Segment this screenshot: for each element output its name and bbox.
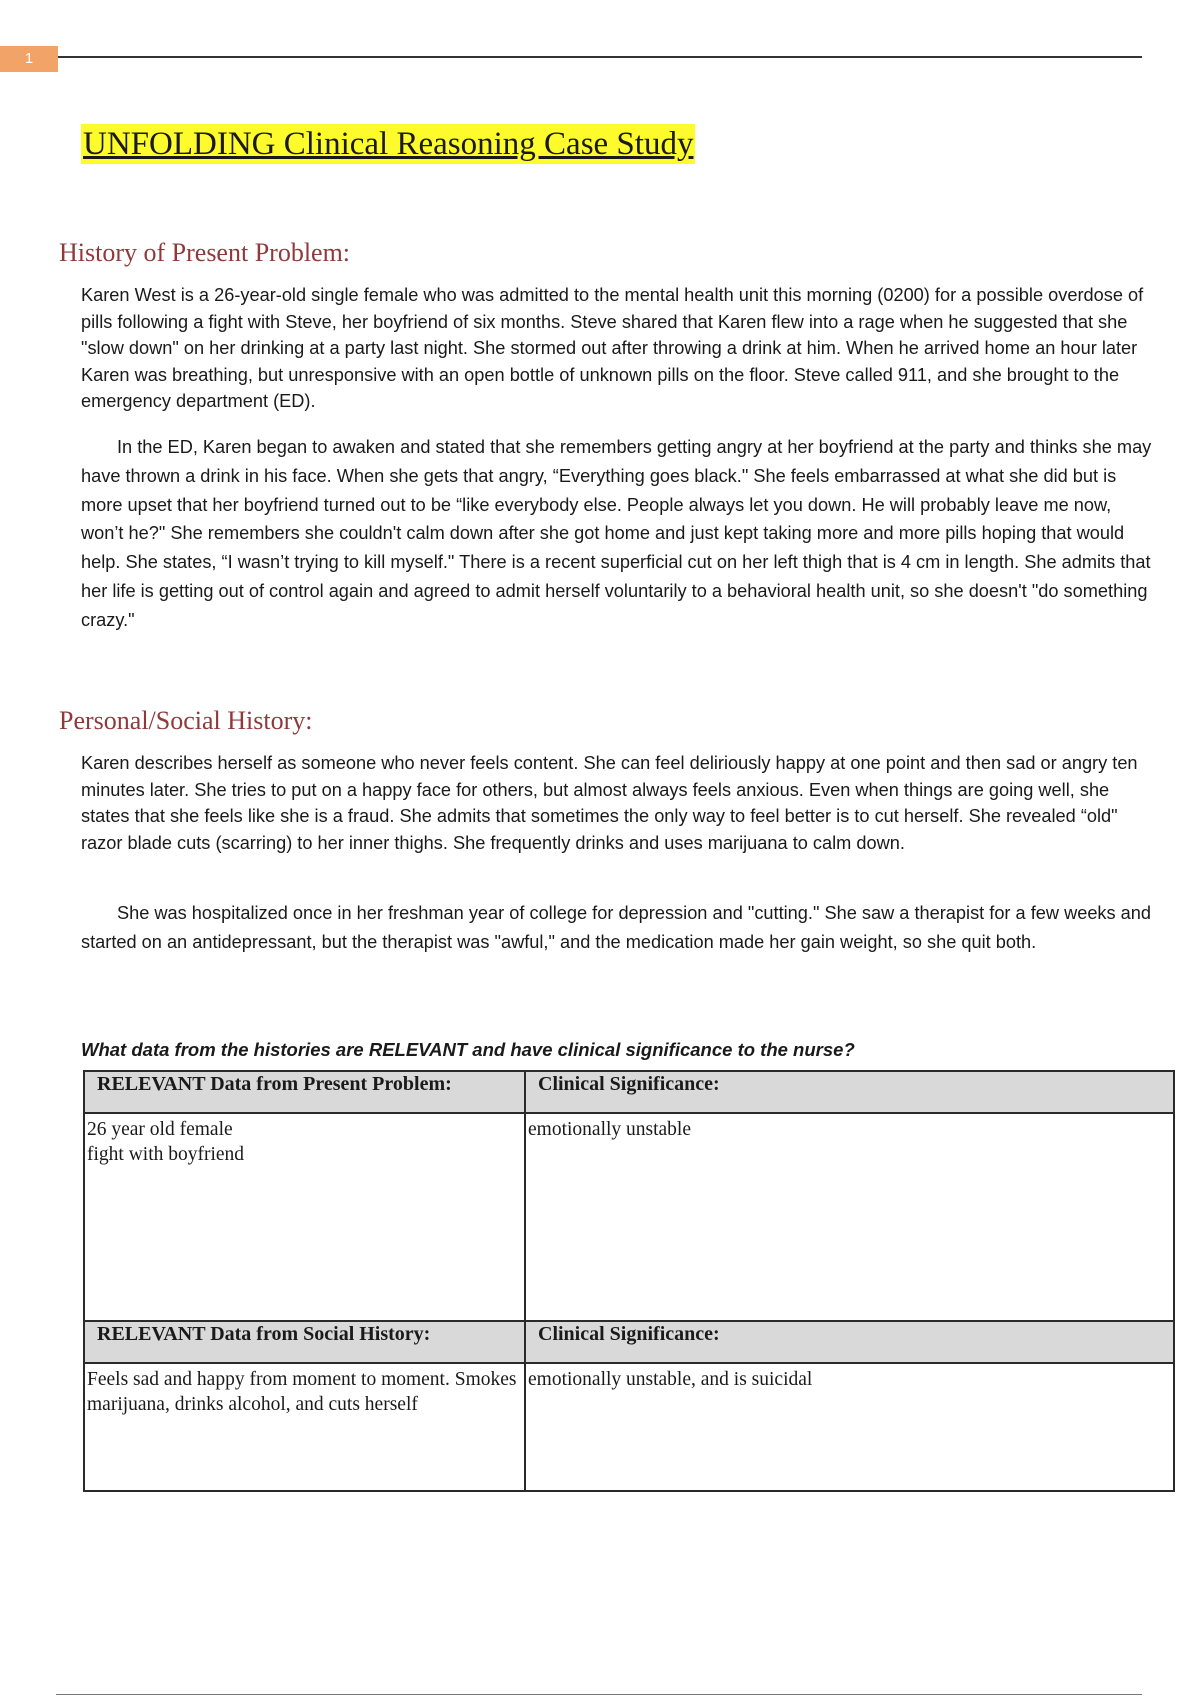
- social-history-significance-header: Clinical Significance:: [525, 1321, 1174, 1363]
- relevance-question: What data from the histories are RELEVANT and have clinical significance to the nurse?: [81, 1039, 855, 1060]
- present-problem-data-line-2: fight with boyfriend: [87, 1144, 245, 1165]
- present-problem-significance-header: Clinical Significance:: [525, 1071, 1174, 1113]
- present-problem-data-header: RELEVANT Data from Present Problem:: [84, 1071, 525, 1113]
- footer-rule: [56, 1694, 1142, 1695]
- social-paragraph-1: Karen describes herself as someone who never feels content. She can feel deliriously happy at one point and then sad or angry ten minutes later. She tries to put on a happy face for others, but almost always feels anxious. Even when things are going well, she states that she feels like she is a fraud. She admits that sometimes the only way to feel better is to cut herself. She revealed “old" razor blade cuts (scarring) to her inner thighs. She frequently drinks and uses marijuana to calm down.: [81, 753, 1138, 853]
- page-number-badge: 1: [0, 46, 58, 72]
- present-problem-header-row: [84, 1071, 1174, 1113]
- present-problem-body-row: [84, 1113, 1174, 1321]
- social-paragraph-2: She was hospitalized once in her freshman year of college for depression and "cutting." She saw a therapist for a few weeks and started on an antidepressant, but the therapist was "awful," and the medication made her gain weight, so she quit both.: [81, 903, 1152, 952]
- present-problem-significance-cell[interactable]: emotionally unstable: [525, 1113, 1174, 1321]
- social-history-significance-cell[interactable]: emotionally unstable, and is suicidal: [525, 1363, 1174, 1491]
- relevance-table: [83, 1070, 1175, 1492]
- personal-social-history-heading: Personal/Social History:: [59, 706, 313, 735]
- history-present-problem-heading: History of Present Problem:: [59, 238, 351, 267]
- document-title: UNFOLDING Clinical Reasoning Case Study: [83, 126, 694, 162]
- social-history-data-cell[interactable]: Feels sad and happy from moment to moment. Smokes marijuana, drinks alcohol, and cuts herself: [84, 1363, 525, 1491]
- history-paragraph-1: Karen West is a 26-year-old single female who was admitted to the mental health unit this morning (0200) for a possible overdose of pills following a fight with Steve, her boyfriend of six months. Steve shared that Karen flew into a rage when he suggested that she "slow down" on her drinking at a party last night. She stormed out after throwing a drink at him. When he arrived home an hour later Karen was breathing, but unresponsive with an open bottle of unknown pills on the floor. Steve called 911, and she brought to the emergency department (ED).: [81, 285, 1144, 412]
- social-history-body-row: [84, 1363, 1174, 1491]
- history-paragraph-2: In the ED, Karen began to awaken and stated that she remembers getting angry at her boyfriend at the party and thinks she may have thrown a drink in his face. When she gets that angry, “Everything goes black." She feels embarrassed at what she did but is more upset that her boyfriend turned out to be “like everybody else. People always let you down. He will probably leave me now, won’t he?" She remembers she couldn't calm down after she got home and just kept taking more and more pills hoping that would help. She states, “I wasn’t trying to kill myself." There is a recent superficial cut on her left thigh that is 4 cm in length. She admits that her life is getting out of control again and agreed to admit herself voluntarily to a behavioral health unit, so she doesn't "do something crazy.": [81, 437, 1152, 630]
- header-rule: [58, 56, 1142, 58]
- social-history-data-header: RELEVANT Data from Social History:: [84, 1321, 525, 1363]
- social-history-header-row: [84, 1321, 1174, 1363]
- present-problem-data-line-1: 26 year old female: [87, 1119, 233, 1140]
- present-problem-data-cell[interactable]: [84, 1113, 525, 1321]
